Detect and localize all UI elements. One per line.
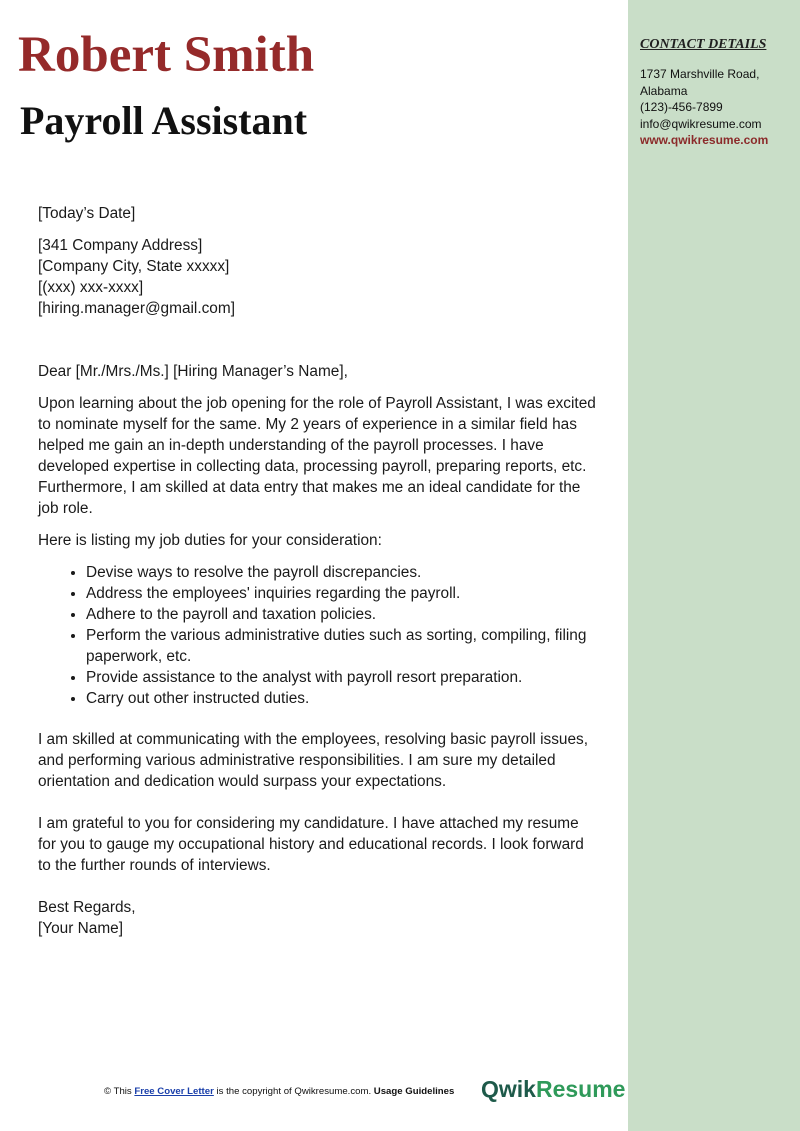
free-cover-letter-link[interactable]: Free Cover Letter bbox=[134, 1086, 214, 1097]
duty-item: • Address the employees' inquiries regarding the payroll. bbox=[86, 583, 598, 604]
qwikresume-logo[interactable] bbox=[481, 1076, 625, 1103]
letter-date: [Today’s Date] bbox=[38, 205, 136, 222]
phone: (123)-456-7899 bbox=[640, 100, 723, 114]
closing: Best Regards, bbox=[38, 899, 136, 916]
brand-qwik: Qwik bbox=[481, 1076, 536, 1102]
job-title: Payroll Assistant bbox=[20, 98, 308, 143]
brand-resume: Resume bbox=[535, 1076, 626, 1102]
contact-sidebar bbox=[624, 0, 800, 1131]
applicant-name: Robert Smith bbox=[18, 27, 315, 83]
duties-list bbox=[38, 562, 598, 709]
website-link[interactable]: www.qwikresume.com bbox=[640, 133, 769, 147]
email[interactable]: info@qwikresume.com bbox=[640, 116, 762, 131]
letter-body bbox=[38, 203, 598, 939]
signature: [Your Name] bbox=[38, 920, 123, 937]
usage-guidelines-link[interactable]: Usage Guidelines bbox=[373, 1086, 455, 1097]
address-line-2: Alabama bbox=[640, 83, 688, 98]
recipient-address-line: [(xxx) xxx-xxxx] bbox=[38, 279, 144, 296]
duty-item: • Carry out other instructed duties. bbox=[86, 688, 598, 709]
opening-paragraph: Upon learning about the job opening for the role of Payroll Assistant, I was excited to nominate myself for the same. My 2 years of experience in a similar field has helped me gain an in-depth understanding of the payroll processes. I have developed expertise in collecting data, processing payroll, preparing reports, etc. Furthermore, I am skilled at data entry that makes me an ideal candidate for the job role. bbox=[38, 395, 596, 517]
recipient-address bbox=[38, 235, 598, 319]
duty-item: • Provide assistance to the analyst with payroll resort preparation. bbox=[86, 667, 598, 688]
copyright-icon: © bbox=[104, 1086, 112, 1097]
salutation: Dear [Mr./Mrs./Ms.] [Hiring Manager’s Name], bbox=[38, 363, 348, 380]
closing-paragraph: I am grateful to you for considering my candidature. I have attached my resume for you to gauge my occupational history and educational records. I look forward to the further rounds of interviews. bbox=[38, 815, 584, 874]
footer-prefix: This bbox=[113, 1086, 132, 1097]
recipient-address-line: [Company City, State xxxxx] bbox=[38, 258, 230, 275]
address-line-1: 1737 Marshville Road, bbox=[640, 67, 760, 81]
duty-item: • Devise ways to resolve the payroll discrepancies. bbox=[86, 562, 598, 583]
footer-copyright-text: is the copyright of Qwikresume.com. bbox=[216, 1086, 372, 1097]
duty-item: • Adhere to the payroll and taxation policies. bbox=[86, 604, 598, 625]
duties-intro: Here is listing my job duties for your consideration: bbox=[38, 532, 382, 549]
contact-block bbox=[640, 66, 800, 149]
duty-item: • Perform the various administrative duties such as sorting, compiling, filing paperwork, etc. bbox=[86, 625, 598, 667]
recipient-address-line: [341 Company Address] bbox=[38, 237, 203, 254]
copyright-footer bbox=[104, 1086, 454, 1097]
skills-paragraph: I am skilled at communicating with the employees, resolving basic payroll issues, and performing various administrative responsibilities. I am sure my detailed orientation and dedication would surpass your expectations. bbox=[38, 731, 589, 790]
contact-details-heading: CONTACT DETAILS bbox=[640, 37, 767, 52]
recipient-address-line: [hiring.manager@gmail.com] bbox=[38, 300, 235, 317]
